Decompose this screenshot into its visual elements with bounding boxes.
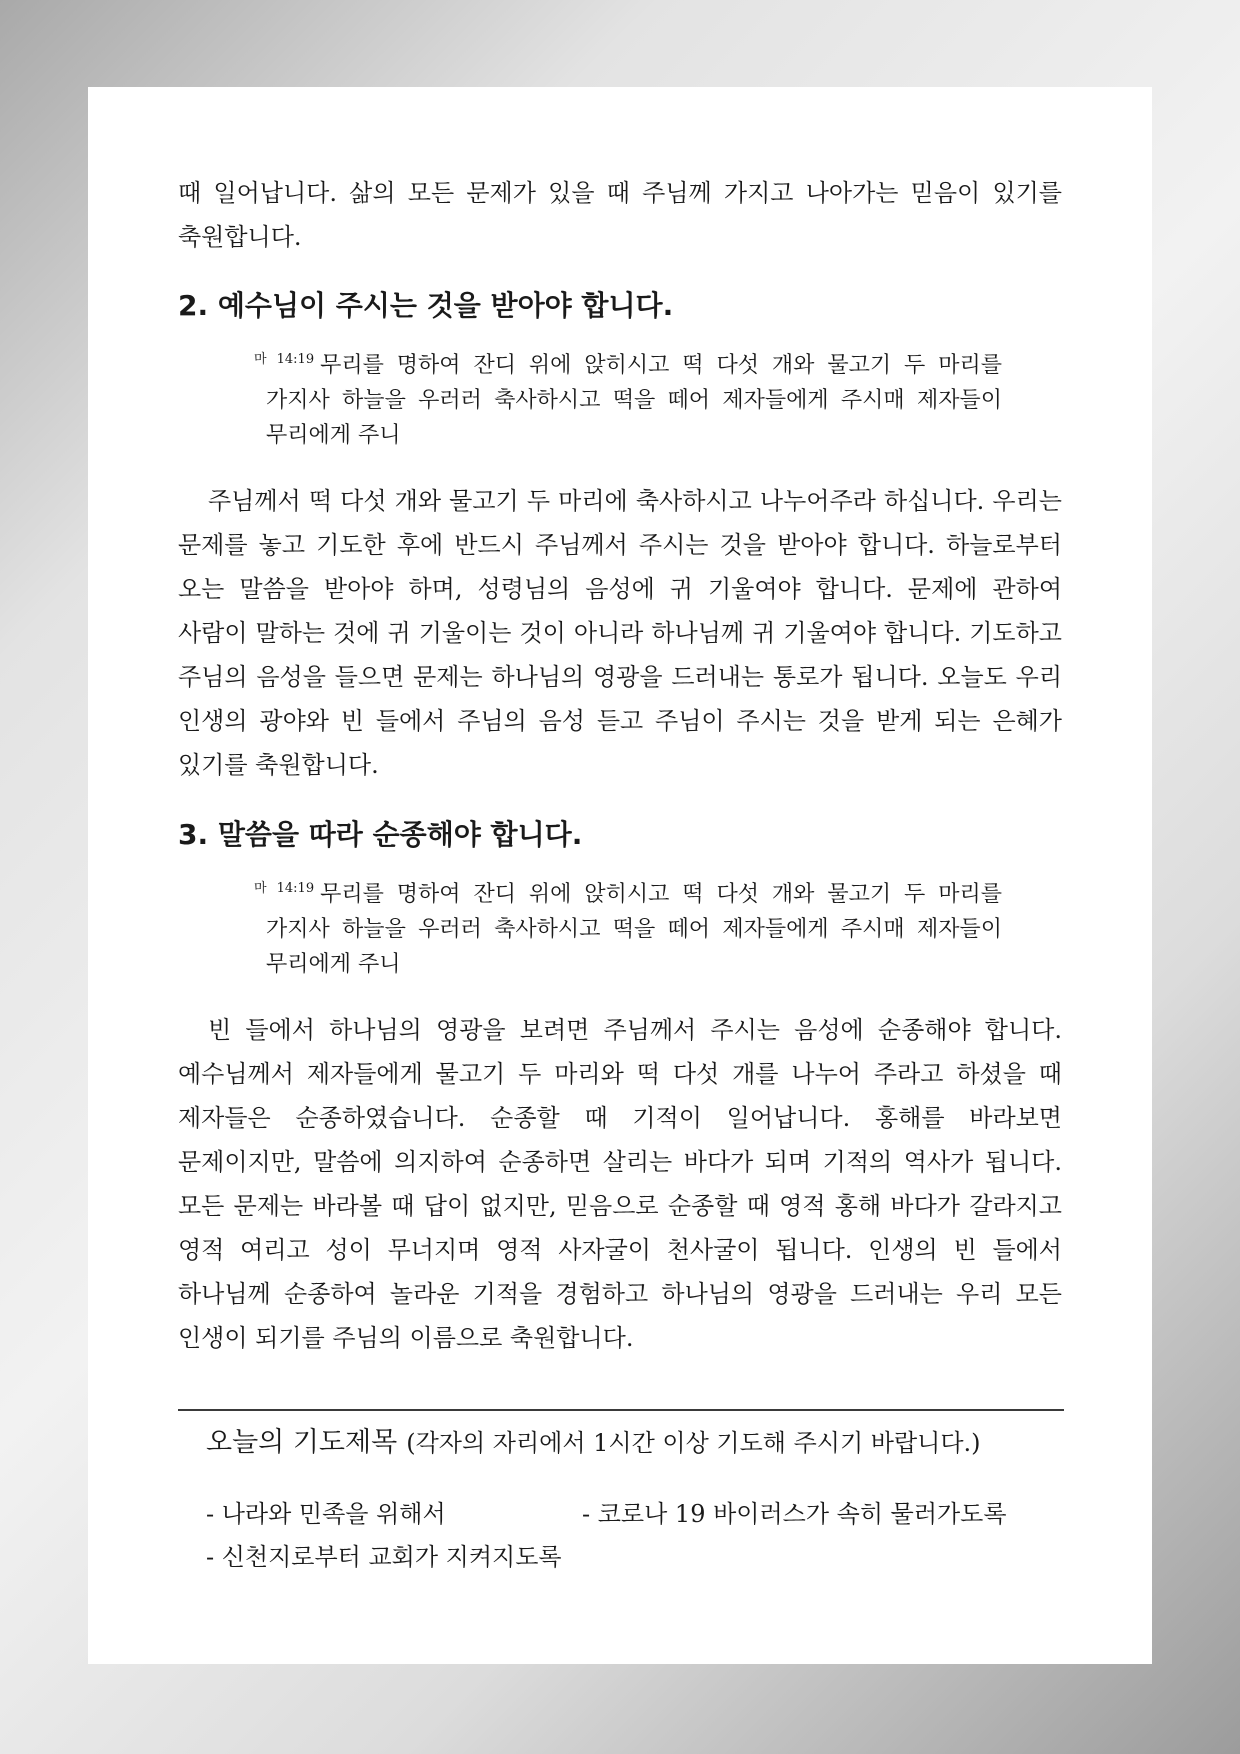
document-page (88, 87, 1152, 1664)
section-2-verse (254, 342, 1002, 453)
prayer-item-corona: - 코로나 19 바이러스가 속히 물러가도록 (582, 1500, 1007, 1528)
section-2-body: 주님께서 떡 다섯 개와 물고기 두 마리에 축사하시고 나누어주라 하십니다. 우리는 문제를 놓고 기도한 후에 반드시 주님께서 주시는 것을 받아야 합니다. 하늘로부터 오는 말씀을 받아야 하며, 성령님의 음성에 귀 기울여야 합니다. 문제에 관하여 사람이 말하는 것에 귀 기울이는 것이 아니라 하나님께 귀 기울여야 합니다. 기도하고 주님의 음성을 들으면 문제는 하나님의 영광을 드러내는 통로가 됩니다. 오늘도 우리 인생의 광야와 빈 들에서 주님의 음성 듣고 주님이 주시는 것을 받게 되는 은혜가 있기를 축원합니다. (178, 487, 1062, 779)
intro-paragraph: 때 일어납니다. 삶의 모든 문제가 있을 때 주님께 가지고 나아가는 믿음이 있기를 축원합니다. (178, 179, 1062, 251)
page-content (178, 171, 1062, 1360)
section-2-heading: 2. 예수님이 주시는 것을 받아야 합니다. (178, 289, 674, 322)
prayer-title-row (206, 1423, 1046, 1463)
prayer-item-church: - 신천지로부터 교회가 지켜지도록 (206, 1543, 562, 1571)
prayer-item-nation: - 나라와 민족을 위해서 (206, 1500, 446, 1528)
prayer-note: (각자의 자리에서 1시간 이상 기도해 주시기 바랍니다.) (406, 1429, 981, 1457)
section-3-body: 빈 들에서 하나님의 영광을 보려면 주님께서 주시는 음성에 순종해야 합니다. 예수님께서 제자들에게 물고기 두 마리와 떡 다섯 개를 나누어 주라고 하셨을 때 제자들은 순종하였습니다. 순종할 때 기적이 일어납니다. 홍해를 바라보면 문제이지만, 말씀에 의지하여 순종하면 살리는 바다가 되며 기적의 역사가 됩니다. 모든 문제는 바라볼 때 답이 없지만, 믿음으로 순종할 때 영적 홍해 바다가 갈라지고 영적 여리고 성이 무너지며 영적 사자굴이 천사굴이 됩니다. 인생의 빈 들에서 하나님께 순종하여 놀라운 기적을 경험하고 하나님의 영광을 드러내는 우리 모든 인생이 되기를 주님의 이름으로 축원합니다. (178, 1016, 1062, 1352)
section-3-verse-text: 무리를 명하여 잔디 위에 앉히시고 떡 다섯 개와 물고기 두 마리를 가지사 하늘을 우러러 축사하시고 떡을 떼어 제자들에게 주시매 제자들이 무리에게 주니 (266, 882, 1002, 977)
prayer-title: 오늘의 기도제목 (206, 1427, 398, 1458)
section-3-heading: 3. 말씀을 따라 순종해야 합니다. (178, 818, 583, 851)
section-2-verse-text: 무리를 명하여 잔디 위에 앉히시고 떡 다섯 개와 물고기 두 마리를 가지사 하늘을 우러러 축사하시고 떡을 떼어 제자들에게 주시매 제자들이 무리에게 주니 (266, 353, 1002, 448)
section-divider (178, 1409, 1064, 1411)
section-3-verse (254, 871, 1002, 982)
section-3-verse-reference: 마 14:19 (254, 881, 315, 896)
section-2-verse-reference: 마 14:19 (254, 352, 315, 367)
